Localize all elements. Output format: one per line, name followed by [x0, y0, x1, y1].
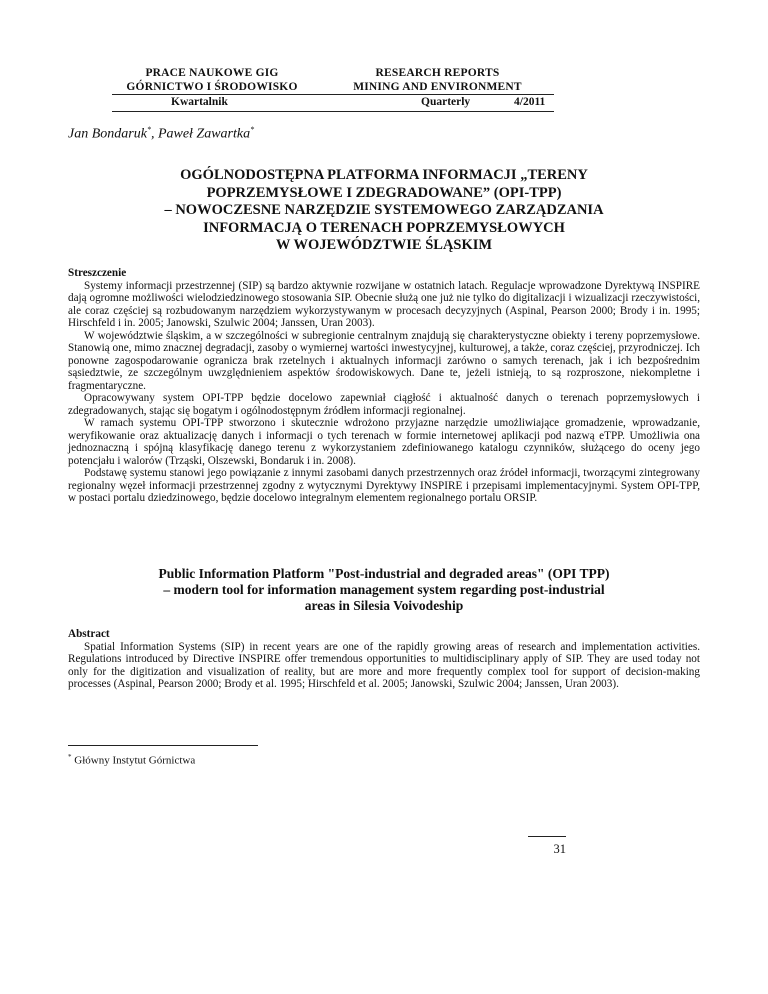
title-pl-line: – NOWOCZESNE NARZĘDZIE SYSTEMOWEGO ZARZĄDZANIA	[164, 202, 604, 218]
journal-title-pl: PRACE NAUKOWE GIG	[145, 67, 279, 79]
author-separator: ,	[150, 126, 158, 142]
abstract-section	[68, 628, 700, 691]
abstract-heading: Abstract	[68, 628, 110, 640]
streszczenie-heading: Streszczenie	[68, 267, 127, 279]
issue-number: 4/2011	[514, 96, 546, 108]
streszczenie-paragraph: W województwie śląskim, a w szczególności w subregionie centralnym znajdują się charakterystyczne obiekty i tereny poprzemysłowe. Stanowią one, mimo znacznej degradacji, zasoby o wymiernej wartości inwestycyjnej, kulturowej, a także, coraz częściej, przyrodniczej. Ich ponowne zagospodarowanie ogranicza brak rzetelnych i aktualnych informacji zarówno o samych terenach, jak i ich bezpośrednim sąsiedztwie, ze szczególnym uwzględnieniem aspektów środowiskowych. Dane te, jeżeli istnieją, to są rozproszone, niekompletne i fragmentaryczne.	[68, 329, 700, 392]
streszczenie-paragraph: Systemy informacji przestrzennej (SIP) są bardzo aktywnie rozwijane w ostatnich latach. Regulacje wprowadzone Dyrektywą INSPIRE dają ogromne możliwości wielodziedzinowego stosowania SIP. Obecnie służą one już nie tylko do digitalizacji i wizualizacji rzeczywistości, ale coraz częściej są rozbudowanym narzędziem wykorzystywanym w procesach decyzyjnych (Aspinal, Pearson 2000; Brody i in. 1995; Hirschfeld i in. 2005; Janowski, Szulwic 2004; Janssen, Uran 2003).	[68, 279, 700, 329]
journal-name-en	[330, 66, 545, 94]
author-1: Jan Bondaruk	[68, 126, 147, 142]
header-rule-top	[112, 94, 554, 95]
title-en-line: Public Information Platform "Post-industrial and degraded areas" (OPI TPP)	[158, 566, 610, 581]
frequency-en: Quarterly	[421, 96, 471, 108]
title-pl-line: POPRZEMYSŁOWE I ZDEGRADOWANE” (OPI-TPP)	[206, 184, 562, 201]
footnote	[68, 753, 195, 767]
abstract-paragraph: Spatial Information Systems (SIP) in recent years are one of the rapidly growing areas of research and implementation activities. Regulations introduced by Directive INSPIRE offer tremendous opportunities to multidisciplinary apply of SIP. They are used today not only for the digitization and visualization of reality, but are more and more frequently complex tool for support of decision-making processes (Aspinal, Pearson 2000; Brody et al. 1995; Hirschfeld et al. 2005; Janowski, Szulwic 2004; Janssen, Uran 2003).	[68, 640, 700, 690]
affiliation-mark-2: *	[250, 125, 255, 134]
title-en-line: areas in Silesia Voivodeship	[304, 598, 464, 613]
journal-name-pl	[112, 66, 312, 94]
journal-title-en: RESEARCH REPORTS	[375, 67, 500, 79]
footnote-mark: *	[68, 753, 72, 761]
article-title-pl	[68, 167, 700, 255]
title-pl-line: OGÓLNODOSTĘPNA PLATFORMA INFORMACJI „TERENY	[180, 167, 588, 183]
journal-subtitle-pl: GÓRNICTWO I ŚRODOWISKO	[126, 81, 298, 93]
article-title-en	[68, 566, 700, 614]
authors	[68, 125, 254, 143]
header-rule-bottom	[112, 111, 554, 112]
affiliation-mark-1: *	[146, 125, 151, 134]
streszczenie-paragraph: Opracowywany system OPI-TPP będzie docelowo zapewniał ciągłość i aktualność danych o terenach poprzemysłowych i zdegradowanych, stając się bogatym i ogólnodostępnym źródłem informacji regionalnej.	[68, 392, 700, 417]
title-en-line: – modern tool for information management system regarding post-industrial	[163, 582, 605, 597]
page-number: 31	[553, 842, 566, 856]
journal-subtitle-en: MINING AND ENVIRONMENT	[353, 81, 522, 93]
page-number-rule	[528, 836, 566, 837]
footnote-rule	[68, 745, 258, 746]
frequency-pl: Kwartalnik	[171, 96, 228, 108]
author-2: Paweł Zawartka	[157, 126, 251, 142]
streszczenie-paragraph: Podstawę systemu stanowi jego powiązanie z innymi zasobami danych przestrzennych oraz źródeł informacji, tworzącymi zintegrowany regionalny węzeł informacji przestrzennej zgodny z wytycznymi Dyrektywy INSPIRE i przepisami implementacyjnymi. System OPI-TPP, w postaci portalu dziedzinowego, będzie docelowo integralnym elementem regionalnego portalu ORSIP.	[68, 467, 700, 504]
title-pl-line: INFORMACJĄ O TERENACH POPRZEMYSŁOWYCH	[203, 219, 565, 236]
title-pl-line: W WOJEWÓDZTWIE ŚLĄSKIM	[275, 237, 493, 253]
streszczenie-paragraph: W ramach systemu OPI-TPP stworzono i skutecznie wdrożono przyjazne narzędzie umożliwiające gromadzenie, wprowadzanie, weryfikowanie oraz aktualizację danych i informacji o tych terenach w formie internetowej aplikacji pod nazwą eTPP. Umożliwia ona jednoznaczną i spójną klasyfikację danego terenu z wykorzystaniem zdefiniowanego katalogu czynników, służącego do oceny jego potencjału i walorów (Trząski, Olszewski, Bondaruk i in. 2008).	[68, 417, 700, 467]
streszczenie-section	[68, 267, 700, 505]
footnote-text: Główny Instytut Górnictwa	[74, 754, 196, 767]
